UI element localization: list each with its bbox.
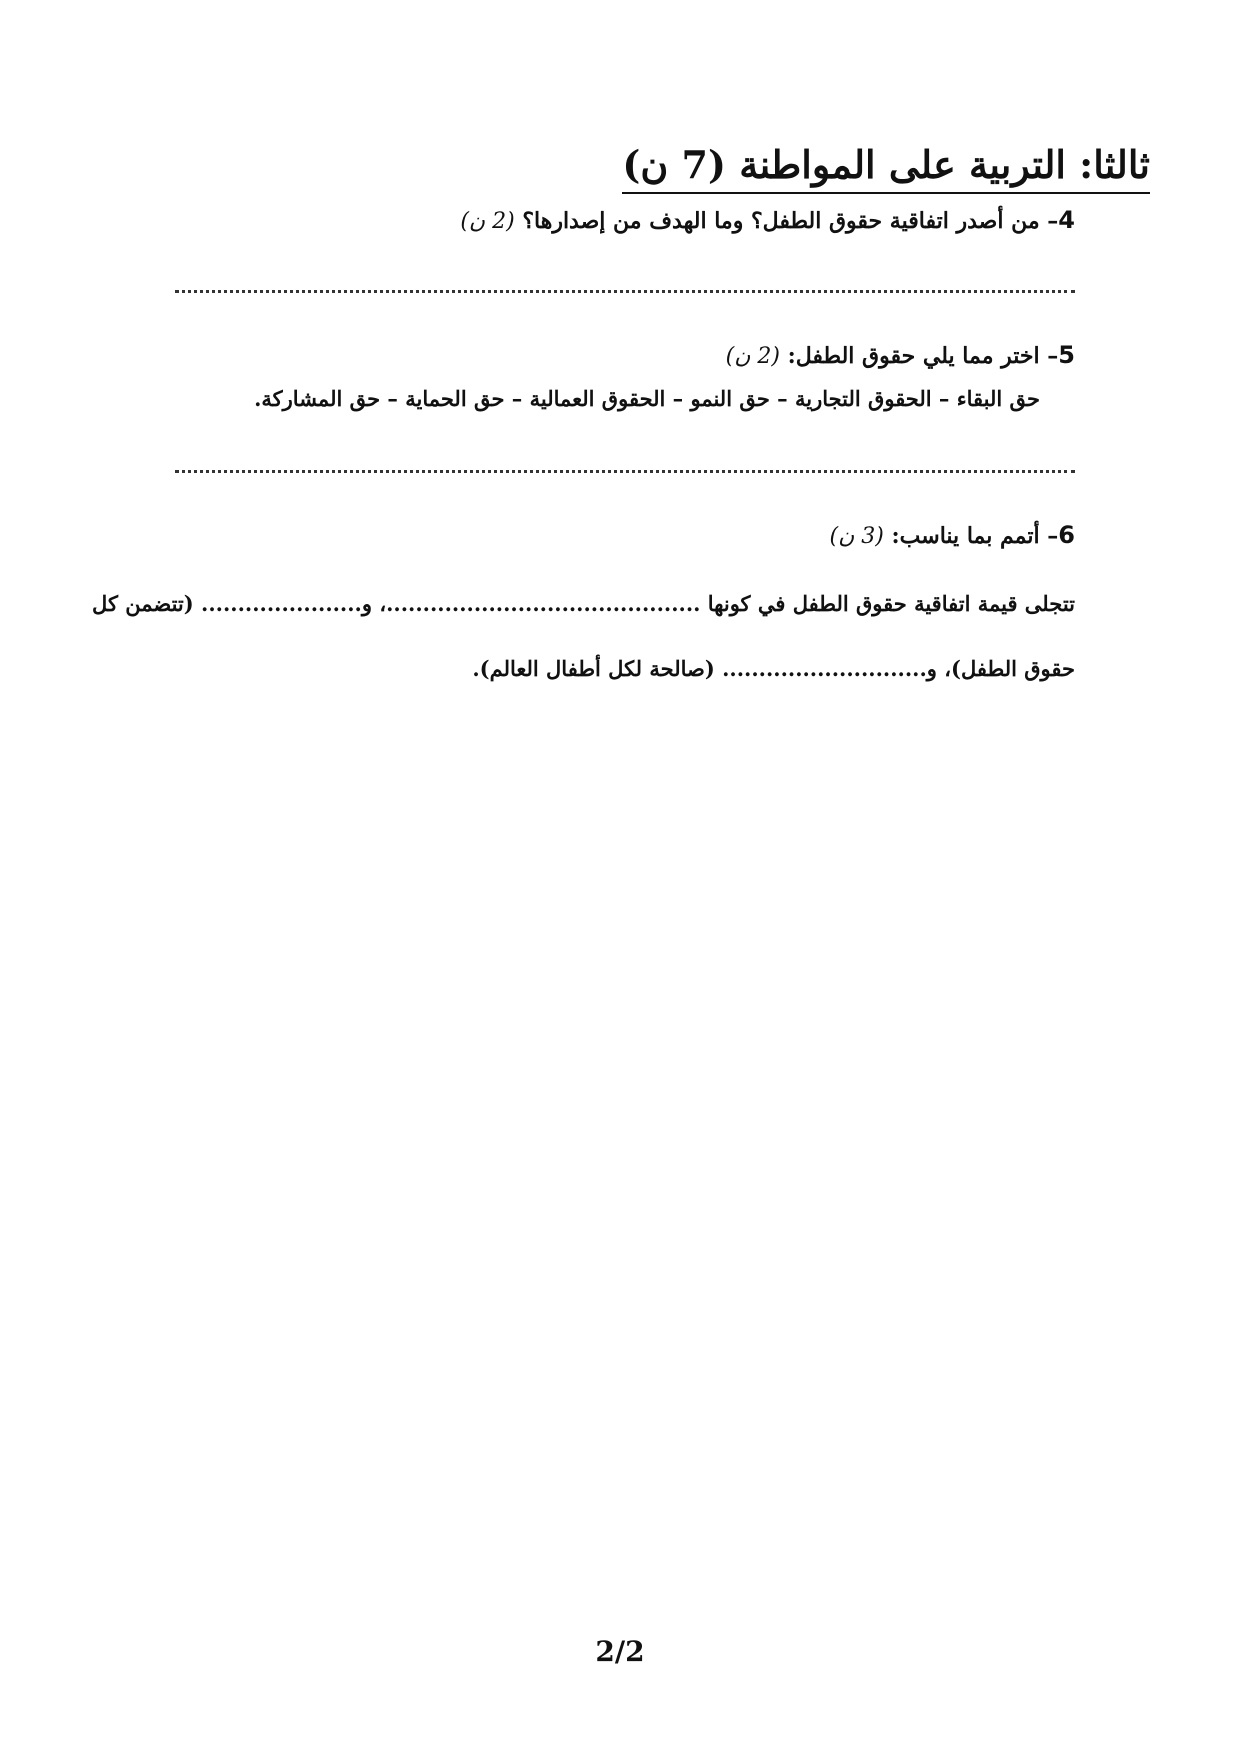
rights-options-line: حق البقاء – الحقوق التجارية – حق النمو – الحقوق العمالية – حق الحماية – حق المشاركة. bbox=[254, 386, 1040, 411]
page-number: 2/2 bbox=[595, 1635, 645, 1668]
answer-line-q4[interactable] bbox=[175, 290, 1075, 293]
question-number: 5 bbox=[1058, 341, 1075, 369]
section-title: ثالثا: التربية على المواطنة (7 ن) bbox=[622, 142, 1150, 194]
question-text: – أتمم بما يناسب: bbox=[891, 523, 1059, 549]
question-text: – اختر مما يلي حقوق الطفل: bbox=[787, 343, 1059, 369]
question-text: – من أصدر اتفاقية حقوق الطفل؟ وما الهدف من إصدارها؟ bbox=[522, 208, 1059, 234]
question-points: (2 ن) bbox=[725, 344, 780, 369]
question-number: 6 bbox=[1058, 521, 1075, 549]
question-number: 4 bbox=[1058, 206, 1075, 234]
fill-in-line-1: تتجلى قيمة اتفاقية حقوق الطفل في كونها ...........................................، و...................... (تتضمن كل bbox=[92, 591, 1075, 616]
question-points: (2 ن) bbox=[460, 209, 515, 234]
question-points: (3 ن) bbox=[829, 524, 884, 549]
answer-line-q5[interactable] bbox=[175, 470, 1075, 473]
question-6 bbox=[830, 520, 1075, 552]
fill-in-line-2: حقوق الطفل)، و............................ (صالحة لكل أطفال العالم). bbox=[472, 656, 1075, 681]
question-5 bbox=[726, 340, 1075, 372]
question-4 bbox=[460, 205, 1075, 237]
